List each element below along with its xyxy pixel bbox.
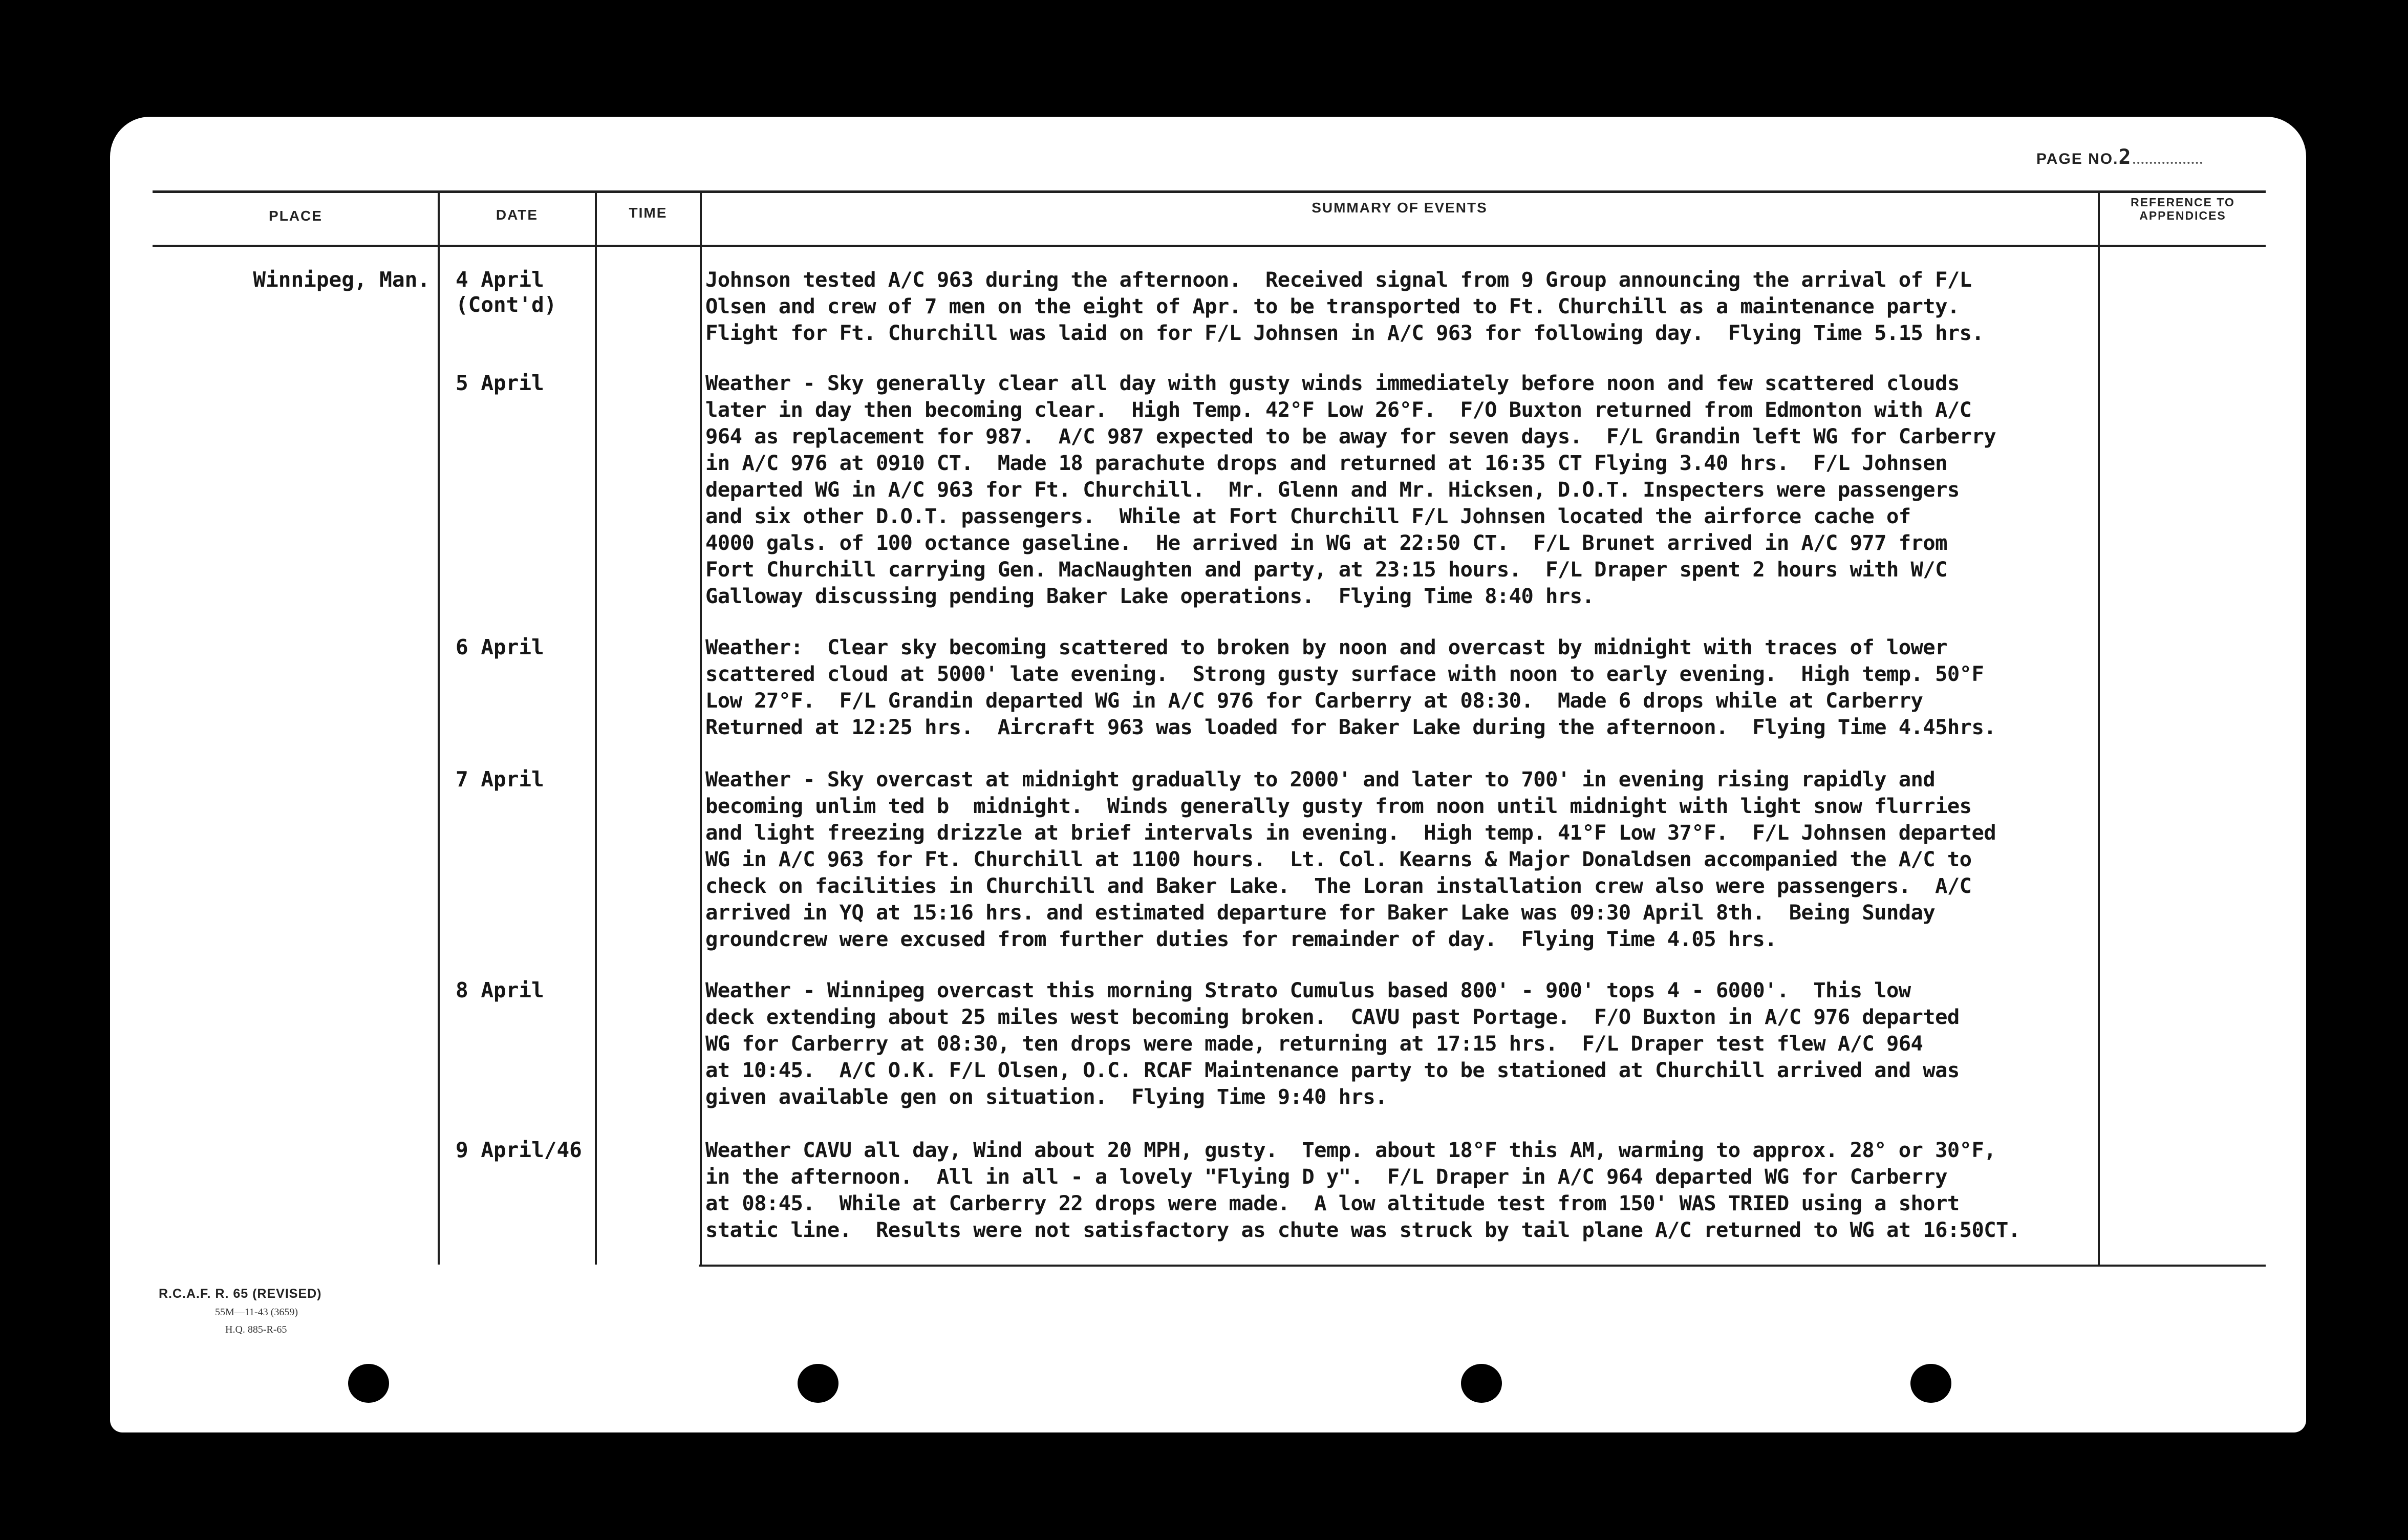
- date-cell: 8 April: [456, 978, 544, 1002]
- summary-line: Weather - Sky overcast at midnight gradually to 2000' and later to 700' in evening rising rapidly and: [705, 767, 1936, 792]
- form-print-code: 55M—11-43 (3659): [215, 1307, 298, 1318]
- punch-hole: [1910, 1364, 1951, 1403]
- summary-line: Returned at 12:25 hrs. Aircraft 963 was loaded for Baker Lake during the afternoon. Flying Time 4.45hrs.: [705, 715, 1996, 739]
- summary-line: at 08:45. While at Carberry 22 drops were made. A low altitude test from 150' WAS TRIED using a short: [705, 1191, 1960, 1215]
- time-header: TIME: [629, 205, 668, 221]
- summary-line: and light freezing drizzle at brief intervals in evening. High temp. 41°F Low 37°F. F/L Johnsen departed: [705, 820, 1996, 845]
- page-number-dots: [2133, 162, 2202, 164]
- summary-entry: [705, 370, 2108, 609]
- page-number-value: 2: [2118, 145, 2132, 169]
- page-number-label: PAGE NO.: [2036, 151, 2119, 167]
- summary-line: given available gen on situation. Flying Time 9:40 hrs.: [705, 1084, 1387, 1109]
- summary-line: in A/C 976 at 0910 CT. Made 18 parachute drops and returned at 16:35 CT Flying 3.40 hrs. F/L Johnsen: [705, 451, 1947, 475]
- date-cell: 4 April (Cont'd): [456, 267, 557, 317]
- summary-line: groundcrew were excused from further duties for remainder of day. Flying Time 4.05 hrs.: [705, 927, 1777, 951]
- summary-line: Olsen and crew of 7 men on the eight of Apr. to be transported to Ft. Churchill as a maintenance party.: [705, 294, 1960, 318]
- summary-line: Flight for Ft. Churchill was laid on for F/L Johnsen in A/C 963 for following day. Flying Time 5.15 hrs.: [705, 320, 1984, 345]
- date-cell: 5 April: [456, 371, 544, 395]
- summary-line: Low 27°F. F/L Grandin departed WG in A/C 976 for Carberry at 08:30. Made 6 drops while at Carberry: [705, 688, 1923, 713]
- place-date-divider: [438, 191, 440, 1265]
- date-cell: 9 April/46: [456, 1138, 582, 1162]
- table-top-rule: [153, 190, 2266, 193]
- summary-line: Weather - Winnipeg overcast this morning Strato Cumulus based 800' - 900' tops 4 - 6000'. This low: [705, 978, 1911, 1002]
- summary-line: later in day then becoming clear. High Temp. 42°F Low 26°F. F/O Buxton returned from Edmonton with A/C: [705, 397, 1972, 422]
- summary-line: static line. Results were not satisfactory as chute was struck by tail plane A/C returned to WG at 16:50CT.: [705, 1217, 2020, 1242]
- summary-line: at 10:45. A/C O.K. F/L Olsen, O.C. RCAF Maintenance party to be stationed at Churchill arrived and was: [705, 1058, 1960, 1082]
- table-bottom-rule: [699, 1265, 2266, 1267]
- punch-hole: [798, 1364, 838, 1403]
- summary-line: WG for Carberry at 08:30, ten drops were made, returning at 17:15 hrs. F/L Draper test flew A/C 964: [705, 1031, 1923, 1056]
- summary-line: and six other D.O.T. passengers. While at Fort Churchill F/L Johnsen located the airforce cache of: [705, 504, 1911, 528]
- punch-hole: [1461, 1364, 1502, 1403]
- summary-entry: [705, 634, 2108, 740]
- summary-line: Weather - Sky generally clear all day with gusty winds immediately before noon and few scattered clouds: [705, 371, 1960, 395]
- summary-entry: [705, 1137, 2108, 1243]
- time-summary-divider: [700, 191, 702, 1267]
- date-header: DATE: [496, 207, 539, 223]
- summary-line: Weather: Clear sky becoming scattered to broken by noon and overcast by midnight with traces of lower: [705, 635, 1947, 659]
- summary-line: deck extending about 25 miles west becoming broken. CAVU past Portage. F/O Buxton in A/C 976 departed: [705, 1004, 1960, 1029]
- page-number: [2036, 145, 2202, 169]
- punch-hole: [348, 1364, 389, 1403]
- summary-line: in the afternoon. All in all - a lovely "Flying D y". F/L Draper in A/C 964 departed WG for Carberry: [705, 1164, 1947, 1189]
- form-hq-code: H.Q. 885-R-65: [225, 1324, 287, 1335]
- place-cell: Winnipeg, Man.: [253, 267, 430, 292]
- summary-line: Weather CAVU all day, Wind about 20 MPH, gusty. Temp. about 18°F this AM, warming to approx. 28° or 30°F,: [705, 1138, 1996, 1162]
- summary-line: scattered cloud at 5000' late evening. Strong gusty surface with noon to early evening. High temp. 50°F: [705, 661, 1984, 686]
- summary-line: Fort Churchill carrying Gen. MacNaughten and party, at 23:15 hours. F/L Draper spent 2 hours with W/C: [705, 557, 1947, 582]
- summary-line: 4000 gals. of 100 octance gaseline. He arrived in WG at 22:50 CT. F/L Brunet arrived in A/C 977 from: [705, 530, 1947, 555]
- reference-header: REFERENCE TO APPENDICES: [2131, 196, 2235, 223]
- summary-header: SUMMARY OF EVENTS: [1312, 200, 1488, 216]
- form-identifier: R.C.A.F. R. 65 (REVISED): [159, 1287, 322, 1301]
- place-header: PLACE: [269, 208, 322, 224]
- summary-line: check on facilities in Churchill and Baker Lake. The Loran installation crew also were passengers. A/C: [705, 873, 1972, 898]
- summary-entry: [705, 977, 2108, 1110]
- date-cell: 6 April: [456, 635, 544, 659]
- summary-line: Galloway discussing pending Baker Lake operations. Flying Time 8:40 hrs.: [705, 584, 1595, 608]
- summary-line: Johnson tested A/C 963 during the afternoon. Received signal from 9 Group announcing the arrival of F/L: [705, 267, 1972, 292]
- date-time-divider: [595, 191, 597, 1265]
- summary-entry: [705, 766, 2108, 952]
- summary-line: departed WG in A/C 963 for Ft. Churchill. Mr. Glenn and Mr. Hicksen, D.O.T. Inspecters were passengers: [705, 477, 1960, 502]
- summary-line: 964 as replacement for 987. A/C 987 expected to be away for seven days. F/L Grandin left WG for Carberry: [705, 424, 1996, 448]
- date-cell: 7 April: [456, 767, 544, 792]
- summary-line: arrived in YQ at 15:16 hrs. and estimated departure for Baker Lake was 09:30 April 8th. Being Sunday: [705, 900, 1936, 925]
- summary-entry: [705, 266, 2108, 346]
- summary-line: WG in A/C 963 for Ft. Churchill at 1100 hours. Lt. Col. Kearns & Major Donaldsen accompanied the A/C to: [705, 847, 1972, 871]
- header-bottom-rule: [153, 245, 2266, 247]
- summary-line: becoming unlim ted b midnight. Winds generally gusty from noon until midnight with light snow flurries: [705, 794, 1972, 818]
